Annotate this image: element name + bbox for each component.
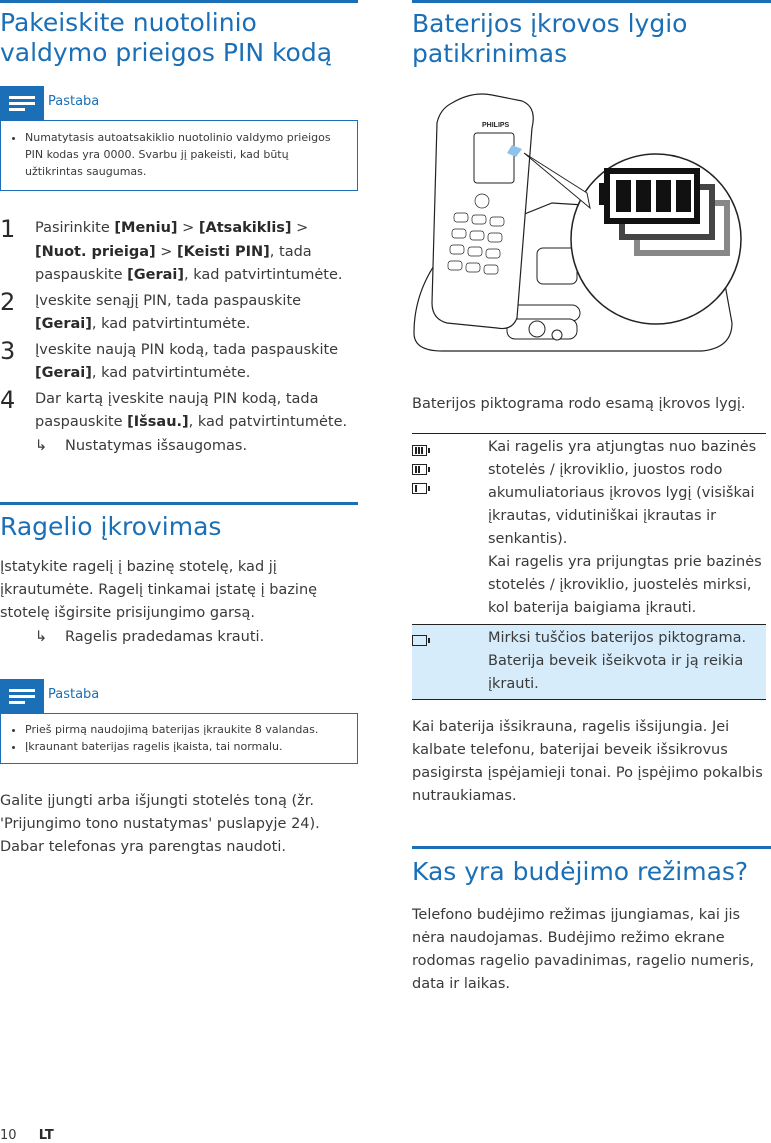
section-title-pin: Pakeiskite nuotolinio valdymo prieigos PIN kodą [0, 8, 333, 67]
note [0, 679, 358, 764]
step-4: 4 Dar kartą įveskite naują PIN kodą, tada paspauskite [Išsau.], kad patvirtintumėte. [0, 385, 348, 430]
note-label: Pastaba [48, 686, 100, 702]
note-item: • Numatytasis autoatsakiklio nuotolinio valdymo prieigos PIN kodas yra 0000. Svarbu jį pakeisti, kad būtų užtikrintas saugumas. [25, 129, 347, 180]
battery-table [412, 433, 766, 700]
battery-icons-cell [412, 434, 488, 625]
section-rule [0, 0, 358, 3]
phone-illustration [412, 83, 771, 383]
caption: Baterijos piktograma rodo esamą įkrovos lygį. [412, 396, 746, 412]
table-cell: Mirksi tuščios baterijos piktograma. Baterija beveik išeikvota ir ją reikia įkrauti. [488, 630, 747, 692]
note-box [0, 713, 358, 764]
paragraph: Galite įjungti arba išjungti stotelės toną (žr. 'Prijungimo tono nustatymas' puslapyje 24). Dabar telefonas yra parengtas naudoti. [0, 792, 320, 855]
battery-empty-icon [412, 635, 427, 646]
paragraph: Įstatykite ragelį į bazinę stotelę, kad jį įkrautumėte. Ragelį tinkamai įstatę į bazinę stotelę išgirsite prisijungimo garsą. [0, 558, 318, 621]
page-number: 10 [0, 1128, 17, 1143]
step-1: 1 Pasirinkite [Meniu] > [Atsakiklis] > [Nuot. prieiga] > [Keisti PIN], tada paspauskite [Gerai], kad patvirtintumėte. [0, 215, 343, 283]
step-3: 3 Įveskite naują PIN kodą, tada paspauskite [Gerai], kad patvirtintumėte. [0, 336, 339, 381]
note-icon [0, 679, 44, 713]
step-2: 2 Įveskite senąjį PIN, tada paspauskite [Gerai], kad patvirtintumėte. [0, 287, 302, 332]
note-box [0, 120, 358, 191]
paragraph: Kai baterija išsikrauna, ragelis išsijungia. Jei kalbate telefonu, baterijai beveik išsikrovus pasigirsta įspėjamieji tonai. Po įspėjimo pokalbis nutraukiamas. [412, 719, 763, 804]
power-button-icon [552, 330, 562, 340]
page-footer [0, 1128, 54, 1143]
handset-screen [474, 133, 514, 183]
table-row [412, 434, 766, 625]
note-label: Pastaba [48, 94, 100, 109]
steps-list [0, 217, 358, 458]
battery-medium-icon [412, 464, 427, 475]
note-item: • Prieš pirmą naudojimą baterijas įkraukite 8 valandas. [25, 721, 347, 738]
section-title-battery: Baterijos įkrovos lygio patikrinimas [412, 9, 688, 68]
section-rule [412, 846, 771, 849]
language-code: LT [38, 1128, 54, 1143]
battery-full-icon [412, 445, 427, 456]
zoom-pointer [524, 153, 590, 208]
section-rule [412, 0, 771, 3]
result-arrow-icon: ↳ [35, 437, 48, 454]
play-button-icon [529, 321, 545, 337]
left-column [0, 0, 358, 859]
section-rule [0, 502, 358, 505]
note [0, 86, 358, 191]
brand-logo: PHILIPS [482, 122, 510, 129]
step-result: ↳ Nustatymas išsaugomas. [35, 435, 358, 458]
table-row [412, 625, 766, 700]
paragraph: Telefono budėjimo režimas įjungiamas, kai jis nėra naudojamas. Budėjimo režimo ekrane rodomas ragelio pavadinimas, ragelio numeris, data ir laikas. [412, 907, 755, 992]
note-item: • Įkraunant baterijas ragelis įkaista, tai normalu. [25, 738, 347, 755]
table-cell: Kai ragelis yra atjungtas nuo bazinės stotelės / įkroviklio, juostos rodo akumuliatoriaus įkrovos lygį (visiškai įkrautas, vidutiniškai įkrautas ir senkantis). Kai ragelis yra prijungtas prie bazinės stotelės / įkroviklio, juostelės mirksi, kol baterija baigiama įkrauti. [488, 439, 762, 616]
section-title-standby: Kas yra budėjimo režimas? [412, 857, 749, 886]
battery-icons-cell [412, 625, 488, 700]
handset [432, 94, 533, 329]
base-speaker [537, 248, 577, 284]
section-title-charging: Ragelio įkrovimas [0, 511, 222, 541]
right-column [412, 0, 771, 996]
note-icon [0, 86, 44, 120]
result-arrow-icon: ↳ [35, 628, 48, 645]
charging-result: ↳ Ragelis pradedamas krauti. [35, 626, 358, 649]
battery-low-icon [412, 483, 427, 494]
